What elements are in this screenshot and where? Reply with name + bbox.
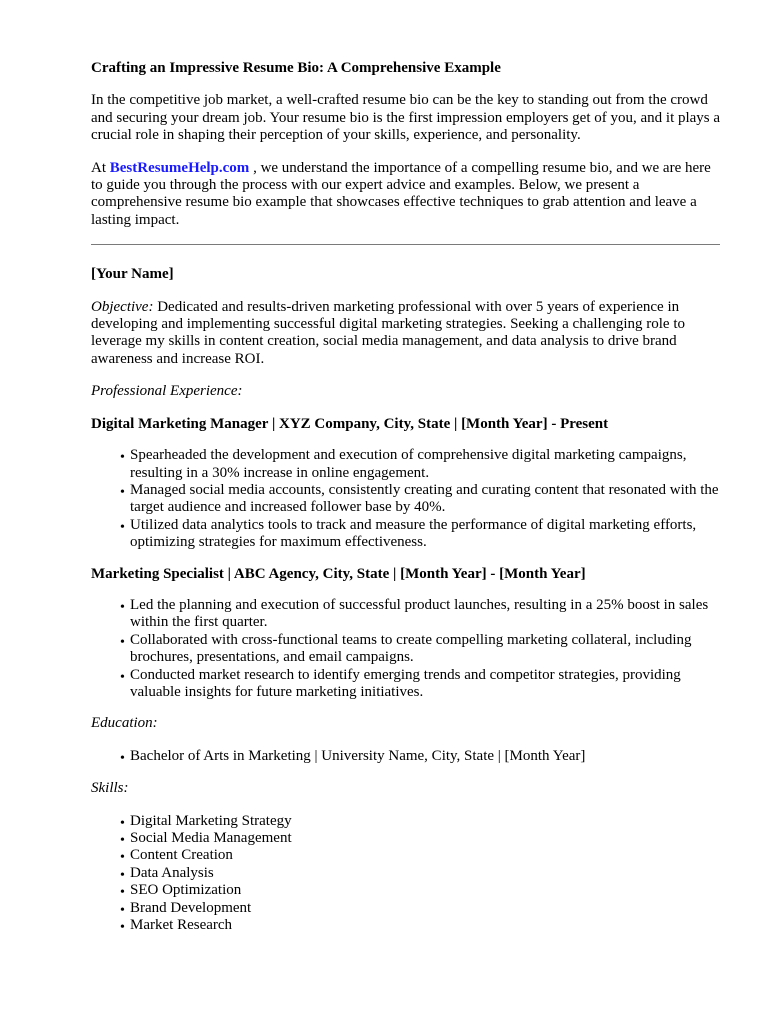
page-title: Crafting an Impressive Resume Bio: A Comprehensive Example — [91, 60, 501, 76]
document-page — [91, 60, 723, 948]
list-item: • SEO Optimization — [130, 882, 723, 899]
list-item: • Collaborated with cross-functional teams to create compelling marketing collateral, including brochures, presentations, and email campaigns. — [130, 632, 723, 667]
job-title-2: Marketing Specialist | ABC Agency, City, State | [Month Year] - [Month Year] — [91, 565, 586, 582]
list-item: • Data Analysis — [130, 865, 723, 882]
education-list — [91, 748, 723, 765]
objective-label: Objective: — [91, 298, 154, 315]
list-item: • Spearheaded the development and execution of comprehensive digital marketing campaigns, resulting in a 30% increase in online engagement. — [130, 447, 723, 482]
list-item: • Managed social media accounts, consistently creating and curating content that resonated with the target audience and increased follower base by 40%. — [130, 482, 723, 517]
intro-prefix: At — [91, 159, 110, 176]
job-1-bullets — [91, 447, 723, 551]
job-2-bullets — [91, 597, 723, 701]
section-divider — [91, 244, 720, 245]
list-item: • Market Research — [130, 917, 723, 934]
skills-heading: Skills: — [91, 780, 129, 797]
list-item: • Digital Marketing Strategy — [130, 813, 723, 830]
education-heading: Education: — [91, 715, 158, 732]
list-item: • Content Creation — [130, 847, 723, 864]
list-item: • Bachelor of Arts in Marketing | University Name, City, State | [Month Year] — [130, 748, 723, 765]
intro-paragraph-2 — [91, 160, 723, 230]
list-item: • Brand Development — [130, 900, 723, 917]
list-item: • Conducted market research to identify emerging trends and competitor strategies, providing valuable insights for future marketing initiatives. — [130, 667, 723, 702]
job-title-1: Digital Marketing Manager | XYZ Company, City, State | [Month Year] - Present — [91, 415, 609, 432]
list-item: • Utilized data analytics tools to track and measure the performance of digital marketing efforts, optimizing strategies for maximum effectiveness. — [130, 517, 723, 552]
objective-text: Dedicated and results-driven marketing professional with over 5 years of experience in developing and implementing successful digital marketing strategies. Seeking a challenging role to leverage my skills in content creation, social media management, and data analysis to drive brand awareness and increase ROI. — [91, 298, 686, 367]
skills-list — [91, 813, 723, 935]
experience-heading: Professional Experience: — [91, 383, 243, 400]
intro-paragraph-1: In the competitive job market, a well-crafted resume bio can be the key to standing out from the crowd and securing your dream job. Your resume bio is the first impression employers get of you, and it plays a crucial role in shaping their perception of your skills, experience, and personality. — [91, 92, 721, 144]
list-item: • Social Media Management — [130, 830, 723, 847]
resume-name: [Your Name] — [91, 266, 174, 283]
intro-suffix: , we understand the importance of a compelling resume bio, and we are here to guide you through the process with our expert advice and examples. Below, we present a comprehensive resume bio example that showcases effective techniques to grab attention and leave a lasting impact. — [91, 159, 711, 228]
bestresumehelp-link[interactable]: BestResumeHelp.com — [109, 159, 250, 176]
list-item: • Led the planning and execution of successful product launches, resulting in a 25% boost in sales within the first quarter. — [130, 597, 723, 632]
objective-paragraph — [91, 299, 723, 369]
